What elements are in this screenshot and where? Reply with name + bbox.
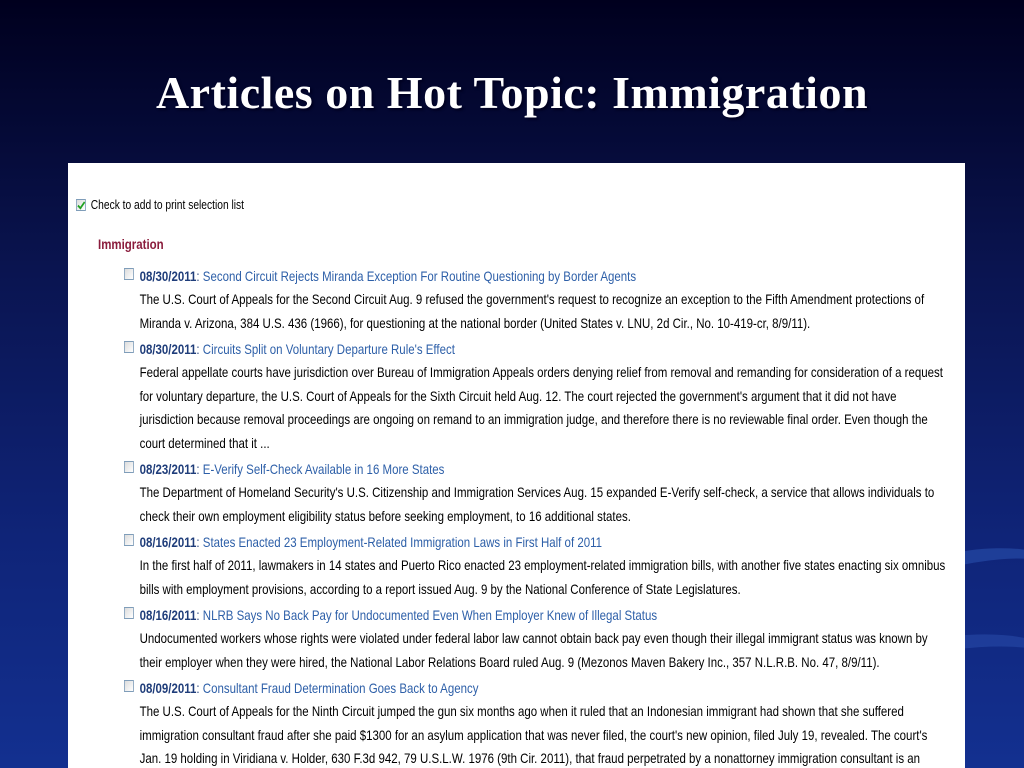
slide-title: Articles on Hot Topic: Immigration xyxy=(155,67,869,118)
article-select-checkbox[interactable] xyxy=(124,268,134,280)
article-select-checkbox[interactable] xyxy=(124,461,134,473)
article-summary: The U.S. Court of Appeals for the Second Circuit Aug. 9 refused the government's request to recognize an exception to the Fifth Amendment protections of Miranda v. Arizona, 384 U.S. 436 (1966), for questioning at the national border (United States v. LNU, 2d Cir., No. 10-419-cr, 8/9/11). xyxy=(139,291,925,331)
article-date: 08/16/2011 xyxy=(139,607,197,623)
article-summary: The U.S. Court of Appeals for the Ninth Circuit jumped the gun six months ago when it ruled that an Indonesian immigrant had shown that she suffered immigration consultant fraud after she paid $1300 for an asylum application that was never filed, the court's new opinion, filed July 19, revealed. The court's Jan. 19 holding in Viridiana v. Holder, 630 F.3d 942, 79 U.S.L.W. 1976 (9th Cir. 2011), that fraud perpetrated by a nonattorney immigration consultant is an xyxy=(139,703,928,766)
article-title-link[interactable]: NLRB Says No Back Pay for Undocumented Even When Employer Knew of Illegal Status xyxy=(202,607,658,623)
article-header xyxy=(140,267,944,285)
article-separator: : xyxy=(196,680,200,696)
article-item xyxy=(124,460,944,528)
article-select-checkbox[interactable] xyxy=(124,341,134,353)
article-date: 08/09/2011 xyxy=(139,680,197,696)
article-item xyxy=(124,340,944,455)
article-separator: : xyxy=(196,534,200,550)
article-date: 08/16/2011 xyxy=(139,534,197,550)
section-heading: Immigration xyxy=(98,236,164,252)
print-selection-label: Check to add to print selection list xyxy=(90,198,245,212)
article-title-link[interactable]: Consultant Fraud Determination Goes Back to Agency xyxy=(202,680,479,696)
article-title-link[interactable]: E-Verify Self-Check Available in 16 More States xyxy=(202,461,445,477)
article-title-link[interactable]: Second Circuit Rejects Miranda Exception For Routine Questioning by Border Agents xyxy=(202,268,637,284)
article-header xyxy=(140,460,944,478)
article-separator: : xyxy=(196,268,200,284)
article-summary: The Department of Homeland Security's U.S. Citizenship and Immigration Services Aug. 15 expanded E-Verify self-check, a service that allows individuals to check their own employment eligibility status before seeking employment, to 16 additional states. xyxy=(139,484,935,524)
article-header xyxy=(140,533,944,551)
article-select-checkbox[interactable] xyxy=(124,534,134,546)
article-date: 08/30/2011 xyxy=(139,268,197,284)
article-summary: Federal appellate courts have jurisdiction over Bureau of Immigration Appeals orders denying relief from removal and remanding for consideration of a request for voluntary departure, the U.S. Court of Appeals for the Sixth Circuit held Aug. 12. The court rejected the government's argument that it did not have jurisdiction because removal proceedings are ongoing on remand to an immigration judge, and therefore there is no reviewable final order. Even though the court determined that it ... xyxy=(139,364,943,451)
article-item xyxy=(124,679,944,768)
print-selection-row xyxy=(76,198,244,212)
article-item xyxy=(124,533,944,601)
article-item xyxy=(124,267,944,335)
article-header xyxy=(140,679,944,697)
article-summary: Undocumented workers whose rights were violated under federal labor law cannot obtain back pay even though their illegal immigrant status was known by their employer when they were hired, the National Labor Relations Board ruled Aug. 9 (Mezonos Maven Bakery Inc., 357 N.L.R.B. No. 47, 8/9/11). xyxy=(139,630,928,670)
article-item xyxy=(124,606,944,674)
article-header xyxy=(140,606,944,624)
article-header xyxy=(140,340,944,358)
screenshot-panel xyxy=(68,163,965,768)
article-separator: : xyxy=(196,341,200,357)
article-title-link[interactable]: Circuits Split on Voluntary Departure Rule's Effect xyxy=(202,341,455,357)
article-date: 08/30/2011 xyxy=(139,341,197,357)
article-separator: : xyxy=(196,461,200,477)
article-separator: : xyxy=(196,607,200,623)
article-date: 08/23/2011 xyxy=(139,461,197,477)
article-summary: In the first half of 2011, lawmakers in 14 states and Puerto Rico enacted 23 employment-related immigration bills, with another five states enacting six omnibus bills with employment provisions, according to a report issued Aug. 9 by the National Conference of State Legislatures. xyxy=(139,557,946,597)
article-select-checkbox[interactable] xyxy=(124,607,134,619)
article-list xyxy=(124,267,944,768)
article-select-checkbox[interactable] xyxy=(124,680,134,692)
print-selection-checkbox[interactable] xyxy=(76,199,86,211)
article-title-link[interactable]: States Enacted 23 Employment-Related Immigration Laws in First Half of 2011 xyxy=(202,534,603,550)
